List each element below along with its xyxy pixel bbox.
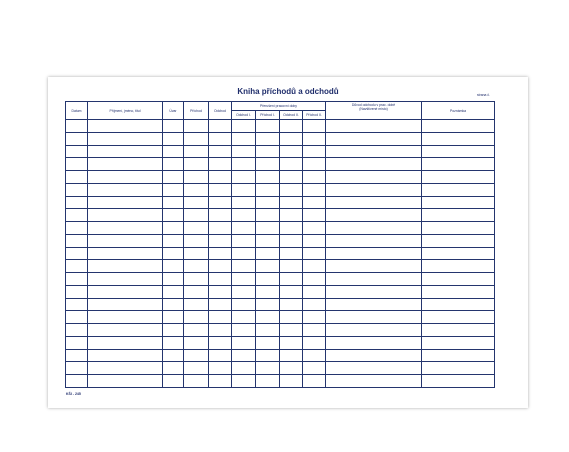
table-cell	[163, 222, 184, 235]
table-cell	[303, 375, 326, 388]
table-cell	[280, 196, 303, 209]
table-cell	[422, 222, 495, 235]
header-departure: Odchod	[209, 102, 232, 120]
table-cell	[256, 260, 280, 273]
table-cell	[232, 362, 256, 375]
table-cell	[232, 120, 256, 133]
table-cell	[209, 120, 232, 133]
table-cell	[280, 285, 303, 298]
table-cell	[163, 196, 184, 209]
table-cell	[326, 349, 422, 362]
table-cell	[184, 375, 209, 388]
table-cell	[422, 298, 495, 311]
table-row	[66, 375, 495, 388]
table-cell	[256, 349, 280, 362]
table-cell	[280, 234, 303, 247]
table-cell	[163, 298, 184, 311]
table-cell	[232, 132, 256, 145]
table-cell	[232, 158, 256, 171]
table-cell	[326, 145, 422, 158]
table-cell	[422, 234, 495, 247]
table-cell	[209, 145, 232, 158]
table-cell	[184, 273, 209, 286]
table-cell	[422, 349, 495, 362]
table-cell	[66, 336, 88, 349]
table-cell	[232, 324, 256, 337]
table-cell	[209, 260, 232, 273]
table-row	[66, 183, 495, 196]
table-cell	[256, 298, 280, 311]
form-title: Kniha příchodů a odchodů	[237, 87, 339, 96]
table-cell	[163, 375, 184, 388]
table-cell	[66, 260, 88, 273]
table-cell	[184, 298, 209, 311]
subheader-departure-2: Odchod II.	[280, 111, 303, 120]
table-cell	[326, 362, 422, 375]
table-cell	[163, 145, 184, 158]
table-cell	[422, 260, 495, 273]
table-cell	[163, 171, 184, 184]
table-cell	[232, 349, 256, 362]
form-code: KŠI - 245	[66, 392, 81, 396]
table-cell	[184, 183, 209, 196]
table-cell	[88, 171, 163, 184]
header-date: Datum	[66, 102, 88, 120]
table-cell	[163, 349, 184, 362]
table-cell	[66, 311, 88, 324]
table-cell	[232, 273, 256, 286]
table-row	[66, 196, 495, 209]
table-cell	[326, 260, 422, 273]
table-cell	[326, 375, 422, 388]
table-cell	[184, 247, 209, 260]
table-cell	[256, 222, 280, 235]
table-cell	[303, 132, 326, 145]
table-cell	[88, 158, 163, 171]
table-cell	[66, 145, 88, 158]
table-cell	[163, 234, 184, 247]
table-cell	[232, 183, 256, 196]
table-cell	[303, 273, 326, 286]
table-cell	[422, 158, 495, 171]
table-cell	[422, 171, 495, 184]
table-cell	[303, 247, 326, 260]
table-cell	[163, 273, 184, 286]
header-departure-reason-line1: Důvod odchodu v prac. době	[351, 103, 396, 107]
table-cell	[66, 183, 88, 196]
table-cell	[163, 132, 184, 145]
table-cell	[66, 209, 88, 222]
table-cell	[256, 285, 280, 298]
table-cell	[256, 145, 280, 158]
table-cell	[422, 362, 495, 375]
table-cell	[256, 273, 280, 286]
table-cell	[280, 222, 303, 235]
table-cell	[88, 222, 163, 235]
table-cell	[303, 234, 326, 247]
table-cell	[88, 234, 163, 247]
header-uvar: Úvar	[163, 102, 184, 120]
table-cell	[66, 158, 88, 171]
table-cell	[66, 273, 88, 286]
table-cell	[280, 375, 303, 388]
table-cell	[66, 285, 88, 298]
table-cell	[209, 132, 232, 145]
table-cell	[66, 171, 88, 184]
table-cell	[303, 349, 326, 362]
table-row	[66, 324, 495, 337]
table-cell	[232, 209, 256, 222]
table-cell	[184, 196, 209, 209]
table-cell	[66, 247, 88, 260]
table-cell	[209, 336, 232, 349]
header-work-interruption: Přerušení pracovní doby	[232, 102, 326, 111]
table-cell	[303, 209, 326, 222]
table-row	[66, 158, 495, 171]
table-cell	[280, 145, 303, 158]
table-cell	[88, 145, 163, 158]
table-cell	[184, 171, 209, 184]
table-cell	[422, 145, 495, 158]
table-cell	[422, 285, 495, 298]
table-cell	[232, 234, 256, 247]
table-cell	[280, 362, 303, 375]
table-cell	[422, 196, 495, 209]
table-cell	[422, 324, 495, 337]
table-cell	[66, 196, 88, 209]
table-cell	[184, 158, 209, 171]
table-cell	[66, 375, 88, 388]
table-cell	[209, 298, 232, 311]
table-row	[66, 311, 495, 324]
table-cell	[163, 158, 184, 171]
table-cell	[280, 298, 303, 311]
table-cell	[256, 247, 280, 260]
table-cell	[303, 260, 326, 273]
table-cell	[303, 145, 326, 158]
table-row	[66, 260, 495, 273]
table-cell	[184, 311, 209, 324]
table-cell	[232, 375, 256, 388]
table-cell	[232, 260, 256, 273]
table-cell	[184, 324, 209, 337]
table-cell	[280, 247, 303, 260]
table-cell	[326, 120, 422, 133]
table-cell	[88, 362, 163, 375]
table-cell	[209, 285, 232, 298]
table-cell	[326, 324, 422, 337]
table-cell	[422, 273, 495, 286]
table-cell	[326, 336, 422, 349]
table-row	[66, 145, 495, 158]
table-cell	[280, 171, 303, 184]
table-row	[66, 362, 495, 375]
table-cell	[184, 260, 209, 273]
table-cell	[88, 247, 163, 260]
table-cell	[88, 349, 163, 362]
table-row	[66, 298, 495, 311]
table-cell	[422, 120, 495, 133]
table-cell	[280, 209, 303, 222]
table-cell	[88, 209, 163, 222]
header-departure-reason	[326, 102, 422, 120]
table-cell	[303, 183, 326, 196]
table-cell	[232, 196, 256, 209]
table-cell	[422, 375, 495, 388]
table-cell	[232, 247, 256, 260]
table-cell	[303, 298, 326, 311]
table-row	[66, 285, 495, 298]
table-cell	[326, 285, 422, 298]
table-cell	[163, 183, 184, 196]
table-cell	[184, 285, 209, 298]
table-row	[66, 120, 495, 133]
table-cell	[184, 234, 209, 247]
table-row	[66, 132, 495, 145]
table-cell	[209, 247, 232, 260]
table-cell	[163, 247, 184, 260]
table-cell	[326, 158, 422, 171]
table-cell	[303, 158, 326, 171]
table-cell	[66, 349, 88, 362]
table-cell	[303, 311, 326, 324]
table-cell	[232, 171, 256, 184]
table-body	[66, 120, 495, 388]
table-cell	[303, 362, 326, 375]
table-cell	[256, 171, 280, 184]
table-cell	[184, 209, 209, 222]
table-row	[66, 273, 495, 286]
table-cell	[303, 171, 326, 184]
header-departure-reason-line2: (Navštívené místo)	[359, 107, 388, 111]
table-cell	[422, 311, 495, 324]
table-cell	[326, 171, 422, 184]
table-cell	[88, 196, 163, 209]
table-cell	[88, 375, 163, 388]
table-cell	[66, 132, 88, 145]
attendance-table	[65, 101, 495, 388]
table-cell	[303, 196, 326, 209]
table-cell	[303, 120, 326, 133]
form-sheet	[48, 77, 528, 408]
table-cell	[422, 336, 495, 349]
table-cell	[163, 285, 184, 298]
table-cell	[209, 222, 232, 235]
page-number-label: strana č.	[476, 93, 490, 97]
table-cell	[280, 132, 303, 145]
table-cell	[422, 247, 495, 260]
table-cell	[88, 273, 163, 286]
table-cell	[232, 145, 256, 158]
table-cell	[326, 183, 422, 196]
table-cell	[66, 234, 88, 247]
table-cell	[209, 362, 232, 375]
table-cell	[256, 132, 280, 145]
table-cell	[422, 132, 495, 145]
table-cell	[88, 324, 163, 337]
table-cell	[256, 234, 280, 247]
table-cell	[303, 285, 326, 298]
table-cell	[163, 362, 184, 375]
table-cell	[163, 324, 184, 337]
table-cell	[184, 349, 209, 362]
subheader-arrival-2: Příchod II.	[303, 111, 326, 120]
table-cell	[280, 120, 303, 133]
table-cell	[163, 311, 184, 324]
header-arrival: Příchod	[184, 102, 209, 120]
table-cell	[256, 209, 280, 222]
table-cell	[88, 311, 163, 324]
table-cell	[326, 234, 422, 247]
table-row	[66, 222, 495, 235]
table-cell	[280, 336, 303, 349]
table-cell	[326, 222, 422, 235]
table-cell	[280, 183, 303, 196]
table-cell	[256, 375, 280, 388]
table-cell	[422, 209, 495, 222]
table-cell	[256, 196, 280, 209]
subheader-arrival-1: Příchod I.	[256, 111, 280, 120]
table-row	[66, 171, 495, 184]
table-row	[66, 209, 495, 222]
subheader-departure-1: Odchod I.	[232, 111, 256, 120]
table-cell	[209, 171, 232, 184]
table-cell	[280, 260, 303, 273]
table-cell	[326, 196, 422, 209]
table-cell	[256, 120, 280, 133]
table-cell	[88, 298, 163, 311]
table-cell	[209, 196, 232, 209]
table-cell	[256, 311, 280, 324]
table-cell	[66, 120, 88, 133]
table-cell	[256, 158, 280, 171]
table-cell	[184, 336, 209, 349]
table-cell	[88, 120, 163, 133]
table-cell	[184, 145, 209, 158]
table-cell	[163, 336, 184, 349]
table-row	[66, 234, 495, 247]
table-cell	[280, 311, 303, 324]
table-cell	[209, 349, 232, 362]
table-cell	[280, 324, 303, 337]
table-cell	[88, 336, 163, 349]
table-cell	[303, 324, 326, 337]
table-cell	[232, 311, 256, 324]
table-cell	[232, 222, 256, 235]
table-cell	[232, 285, 256, 298]
table-cell	[280, 158, 303, 171]
table-cell	[184, 132, 209, 145]
table-row	[66, 349, 495, 362]
table-cell	[422, 183, 495, 196]
table-cell	[326, 273, 422, 286]
table-cell	[88, 183, 163, 196]
table-cell	[163, 209, 184, 222]
table-cell	[184, 222, 209, 235]
table-cell	[232, 298, 256, 311]
table-cell	[280, 273, 303, 286]
table-cell	[280, 349, 303, 362]
table-row	[66, 247, 495, 260]
table-cell	[66, 362, 88, 375]
header-name: Příjmení, jméno, titul	[88, 102, 163, 120]
table-row	[66, 336, 495, 349]
table-cell	[256, 183, 280, 196]
table-cell	[209, 375, 232, 388]
table-cell	[326, 298, 422, 311]
table-cell	[184, 120, 209, 133]
table-cell	[88, 260, 163, 273]
table-cell	[163, 260, 184, 273]
table-cell	[256, 362, 280, 375]
table-cell	[256, 336, 280, 349]
table-cell	[209, 324, 232, 337]
table-cell	[209, 234, 232, 247]
table-cell	[326, 311, 422, 324]
table-cell	[326, 132, 422, 145]
table-cell	[209, 273, 232, 286]
table-cell	[66, 298, 88, 311]
table-cell	[232, 336, 256, 349]
table-cell	[209, 158, 232, 171]
table-cell	[326, 247, 422, 260]
table-cell	[184, 362, 209, 375]
table-cell	[209, 311, 232, 324]
header-note: Poznámka	[422, 102, 495, 120]
table-cell	[88, 132, 163, 145]
table-cell	[326, 209, 422, 222]
table-cell	[209, 183, 232, 196]
table-cell	[256, 324, 280, 337]
table-cell	[163, 120, 184, 133]
table-cell	[303, 222, 326, 235]
table-cell	[88, 285, 163, 298]
table-cell	[209, 209, 232, 222]
table-cell	[66, 222, 88, 235]
table-cell	[66, 324, 88, 337]
table-cell	[303, 336, 326, 349]
